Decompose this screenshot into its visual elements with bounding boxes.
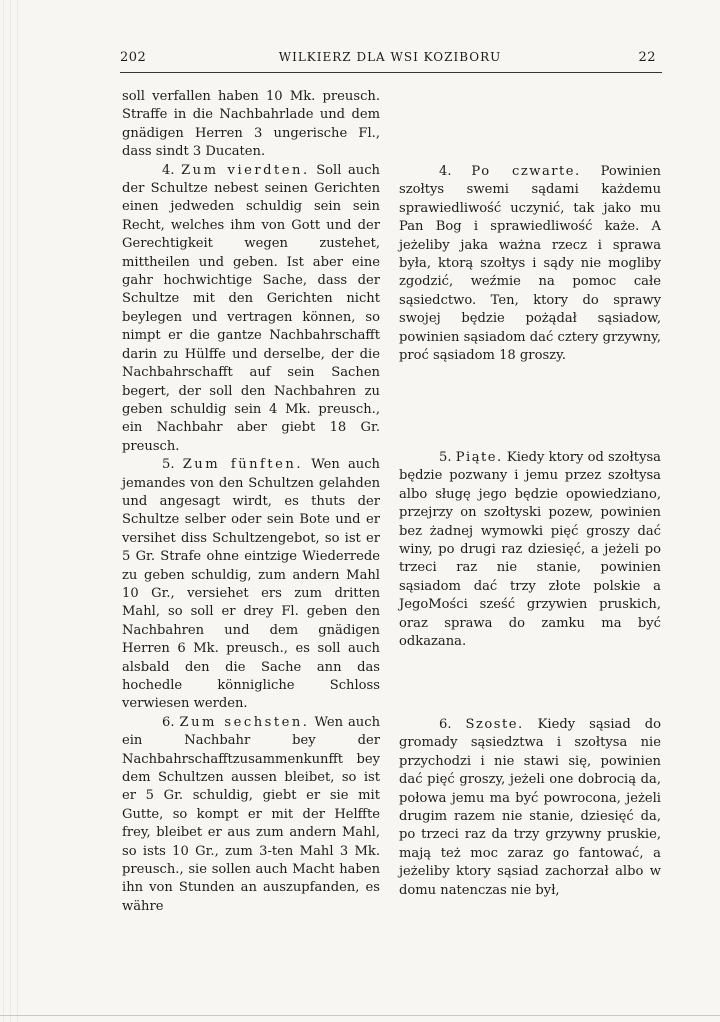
- paragraph-text: Powinien szołtys swemi sądami każdemu sprawiedliwość uczynić, tak jako mu Pan Bog i sprawiedliwość każe. A jeżeliby jaka ważna rzecz i sprawa była, ktorą szołtys i sądy nie mogliby zgodzić, weźmie na pomoc całe sąsiedctwo. Ten, ktory do sprawy swojej będzie pożądał sąsiadow, powinien sąsiadom dać cztery grzywny, proć sąsiadom 18 groszy.: [399, 164, 661, 364]
- paragraph-text: Soll auch der Schultze nebest seinen Gerichten einen jedweden schuldig sein sein Recht, welches ihm von Gott und der Gerechtigkeit wegen zustehet, mittheilen und geben. Ist aber eine gahr hochwichtige Sache, dass der Schultze mit den Gerichten nicht beylegen und vertragen können, so nimpt er die gantze Nachbahrschafft darin zu Hülffe und derselbe, der die Nachbahrschafft auf sein Sachen begert, der soll den Nachbahren zu geben schuldig sein 4 Mk. preusch., ein Nachbahr aber giebt 18 Gr. preusch.: [122, 162, 380, 454]
- header-rule: [120, 72, 662, 73]
- paragraph-number: 4.: [162, 162, 175, 178]
- page-bottom-edge: [0, 1015, 720, 1022]
- paragraph-6-german: [122, 714, 380, 916]
- paragraph-heading: Zum fünften.: [182, 457, 304, 473]
- paragraph-heading: Po czwarte.: [471, 164, 581, 179]
- paragraph-continuation: soll verfallen haben 10 Mk. preusch. Straffe in die Nachbahrlade und dem gnädigen Herren 3 ungerische Fl., dass sindt 3 Ducaten.: [122, 89, 380, 160]
- paragraph-heading: Zum sechsten.: [179, 714, 310, 730]
- page-edge-shadow: [0, 0, 22, 1022]
- paragraph-number: 4.: [439, 164, 452, 179]
- polish-paragraph-6: [399, 716, 661, 900]
- paragraph-number: 5.: [439, 450, 452, 465]
- paragraph-heading: Zum vierdten.: [181, 162, 310, 178]
- paragraph-number: 5.: [162, 457, 175, 473]
- paragraph-heading: Szoste.: [465, 717, 524, 732]
- paragraph-text: Wen auch jemandes von den Schultzen gelahden und angesagt wirdt, es thuts der Schultze selber oder sein Bote und er versihet diss Schultzengebot, so ist er 5 Gr. Strafe ohne eintzige Wiederrede zu geben schuldig, zum andern Mahl 10 Gr., versiehet ers zum dritten Mahl, so soll er drey Fl. geben den Nachbahren und dem gnädigen Herren 6 Mk. preusch., es soll auch alsbald den die Sache ann das hochedle könnigliche Schloss verwiesen werden.: [122, 457, 380, 712]
- running-title: WILKIERZ DLA WSI KOZIBORU: [278, 50, 502, 64]
- page-number-left: 202: [120, 50, 147, 65]
- german-column: [122, 88, 380, 916]
- polish-paragraph-4: [399, 163, 661, 365]
- polish-paragraph-5: [399, 449, 661, 651]
- paragraph-text: Kiedy sąsiad do gromady sąsiedztwa i szołtysa nie przychodzi i nie stawi się, powinien dać pięć groszy, jeżeli one dobrocią da, połowa jemu ma być powrocona, jeżeli drugim razem nie stanie, dziesięć da, po trzeci raz da trzy grzywny pruskie, mają też moc zaraz go fantować, a jeżeliby ktory sąsiad zachorzał albo w domu natenczas nie był,: [399, 717, 661, 898]
- paragraph-number: 6.: [439, 717, 452, 732]
- paragraph-number: 6.: [162, 714, 175, 730]
- paragraph-heading: Piąte.: [455, 450, 503, 465]
- running-header: [120, 50, 660, 74]
- paragraph-text: Wen auch ein Nachbahr bey der Nachbahrschafftzusammenkunfft bey dem Schultzen aussen bleibet, so ist er 5 Gr. schuldig, giebt er sie mit Gutte, so kompt er mit der Helffte frey, bleibet er aus zum andern Mahl, so ists 10 Gr., zum 3-ten Mahl 3 Mk. preusch., sie sollen auch Macht haben ihn von Stunden an auszupfanden, es währe: [122, 714, 381, 914]
- page-number-right: 22: [638, 50, 656, 65]
- paragraph-5-german: [122, 456, 380, 714]
- paragraph-4-german: [122, 162, 380, 457]
- paragraph-text: Kiedy ktory od szołtysa będzie pozwany i jemu przez szołtysa albo sługę jego będzie opowiedziano, przejrzy on szołtyski pozew, powinien bez żadnej wymowki pięć groszy dać winy, po drugi raz dziesięć, a jeżeli po trzeci raz nie stanie, powinien sąsiadom dać trzy złote polskie a JegoMości sześć grzywien pruskich, oraz sprawa do zamku ma być odkazana.: [399, 450, 661, 650]
